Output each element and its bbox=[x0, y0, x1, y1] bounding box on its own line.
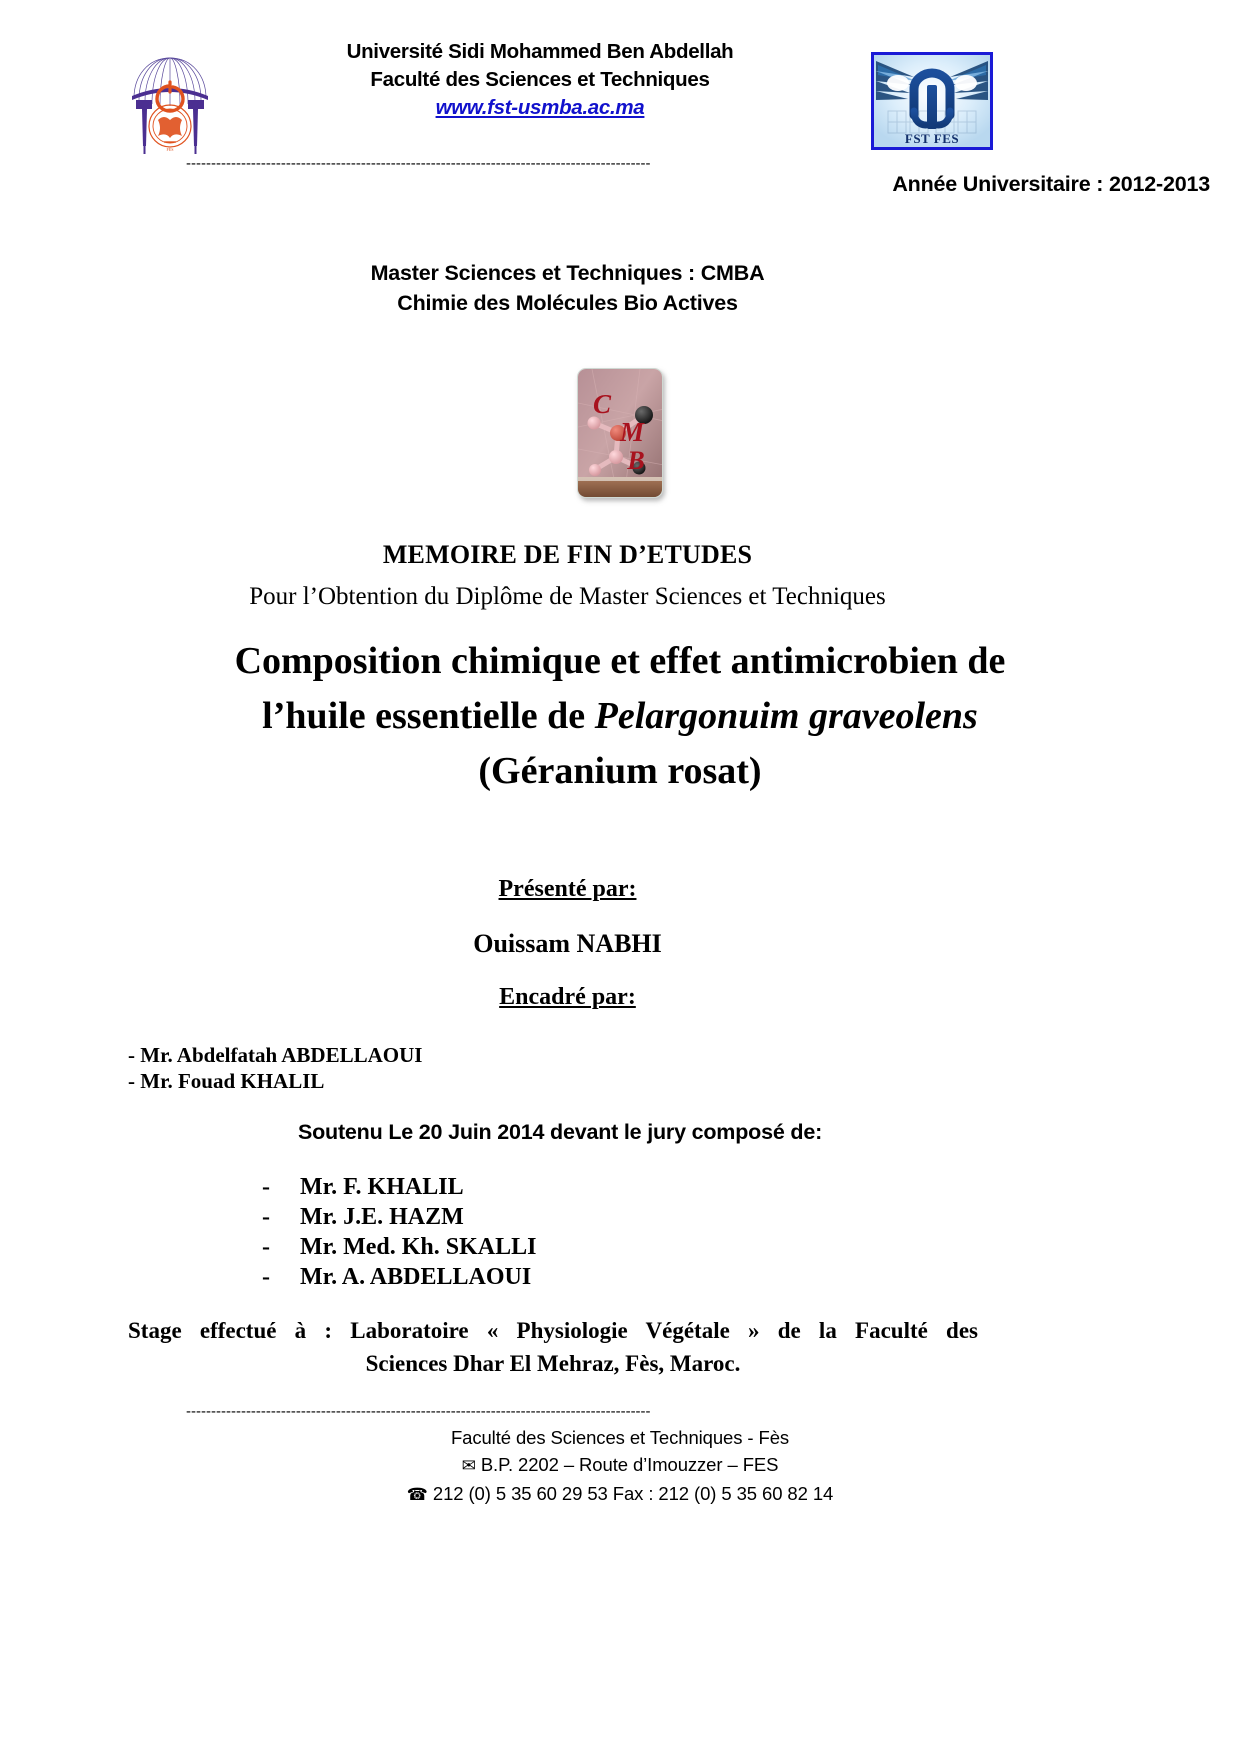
faculty-name: Faculté des Sciences et Techniques bbox=[370, 68, 710, 91]
supervised-by-label-text: Encadré par: bbox=[499, 984, 636, 1010]
program-line-2: Chimie des Molécules Bio Actives bbox=[397, 291, 738, 315]
internship-line-1: Stage effectué à : Laboratoire « Physiologie Végétale » de la Faculté des bbox=[128, 1318, 978, 1343]
faculty-website-link[interactable]: www.fst-usmba.ac.ma bbox=[435, 96, 645, 119]
footer-phone-row bbox=[0, 1480, 1240, 1509]
cmba-letter-m: M bbox=[619, 417, 645, 447]
page-footer bbox=[0, 1424, 1240, 1509]
jury-member-row bbox=[262, 1262, 862, 1292]
page-header bbox=[0, 24, 1240, 171]
footer-faculty: Faculté des Sciences et Techniques - Fès bbox=[450, 1427, 790, 1448]
internship-statement bbox=[128, 1314, 978, 1380]
jury-member-name: Mr. A. ABDELLAOUI bbox=[300, 1264, 532, 1290]
university-name: Université Sidi Mohammed Ben Abdellah bbox=[346, 40, 734, 63]
program-block bbox=[0, 258, 1135, 318]
jury-dash: - bbox=[262, 1234, 270, 1260]
presented-by-label-text: Présenté par: bbox=[498, 876, 637, 902]
jury-member-name: Mr. Med. Kh. SKALLI bbox=[300, 1234, 537, 1260]
title-line-2-prefix: l’huile essentielle de bbox=[262, 695, 595, 737]
footer-divider: --------------------------------------------------------------------------------------------- bbox=[186, 1404, 651, 1419]
footer-address-row bbox=[0, 1451, 1240, 1480]
jury-member-row bbox=[262, 1232, 862, 1262]
jury-member-row bbox=[262, 1172, 862, 1202]
university-usmba-logo bbox=[124, 50, 216, 158]
document-type: MEMOIRE DE FIN D’ETUDES bbox=[382, 540, 753, 569]
program-line-1: Master Sciences et Techniques : CMBA bbox=[370, 261, 765, 285]
academic-year: Année Universitaire : 2012-2013 bbox=[892, 172, 1210, 196]
supervisor-item: - Mr. Abdelfatah ABDELLAOUI bbox=[128, 1043, 423, 1067]
header-institution-block bbox=[220, 38, 860, 122]
jury-dash: - bbox=[262, 1204, 270, 1230]
header-divider: --------------------------------------------------------------------------------------------- bbox=[186, 156, 651, 171]
supervisor-item: - Mr. Fouad KHALIL bbox=[128, 1069, 325, 1093]
phone-icon: ☎ bbox=[406, 1485, 428, 1505]
cmba-logo bbox=[577, 368, 663, 498]
svg-text:FST FES: FST FES bbox=[904, 131, 960, 146]
supervisors-list bbox=[128, 1042, 828, 1094]
jury-dash: - bbox=[262, 1174, 270, 1200]
title-line-3: (Géranium rosat) bbox=[478, 750, 762, 792]
thesis-title bbox=[115, 634, 1125, 799]
title-line-2 bbox=[115, 689, 1125, 744]
cmba-letter-b: B bbox=[627, 446, 645, 475]
jury-member-row bbox=[262, 1202, 862, 1232]
jury-member-name: Mr. F. KHALIL bbox=[300, 1174, 464, 1200]
internship-line-2: Sciences Dhar El Mehraz, Fès, Maroc. bbox=[365, 1351, 741, 1376]
title-line-1: Composition chimique et effet antimicrobien de bbox=[234, 640, 1006, 682]
title-species-name: Pelargonuim graveolens bbox=[594, 695, 978, 737]
footer-address: B.P. 2202 – Route d’Imouzzer – FES bbox=[480, 1454, 779, 1475]
jury-list bbox=[262, 1172, 862, 1292]
fst-fes-logo bbox=[871, 52, 993, 150]
jury-dash: - bbox=[262, 1264, 270, 1290]
author-name: Ouissam NABHI bbox=[473, 929, 662, 958]
document-purpose: Pour l’Obtention du Diplôme de Master Sciences et Techniques bbox=[249, 583, 886, 610]
jury-member-name: Mr. J.E. HAZM bbox=[300, 1204, 464, 1230]
supervised-by-label bbox=[0, 984, 1135, 1011]
svg-text:FES: FES bbox=[166, 147, 174, 152]
presented-by-label bbox=[0, 876, 1135, 903]
cmba-letter-c: C bbox=[592, 389, 612, 419]
footer-phone: 212 (0) 5 35 60 29 53 Fax : 212 (0) 5 35 60 82 14 bbox=[432, 1483, 834, 1504]
defense-line: Soutenu Le 20 Juin 2014 devant le jury composé de: bbox=[297, 1120, 823, 1144]
mail-icon: ✉ bbox=[461, 1456, 476, 1476]
